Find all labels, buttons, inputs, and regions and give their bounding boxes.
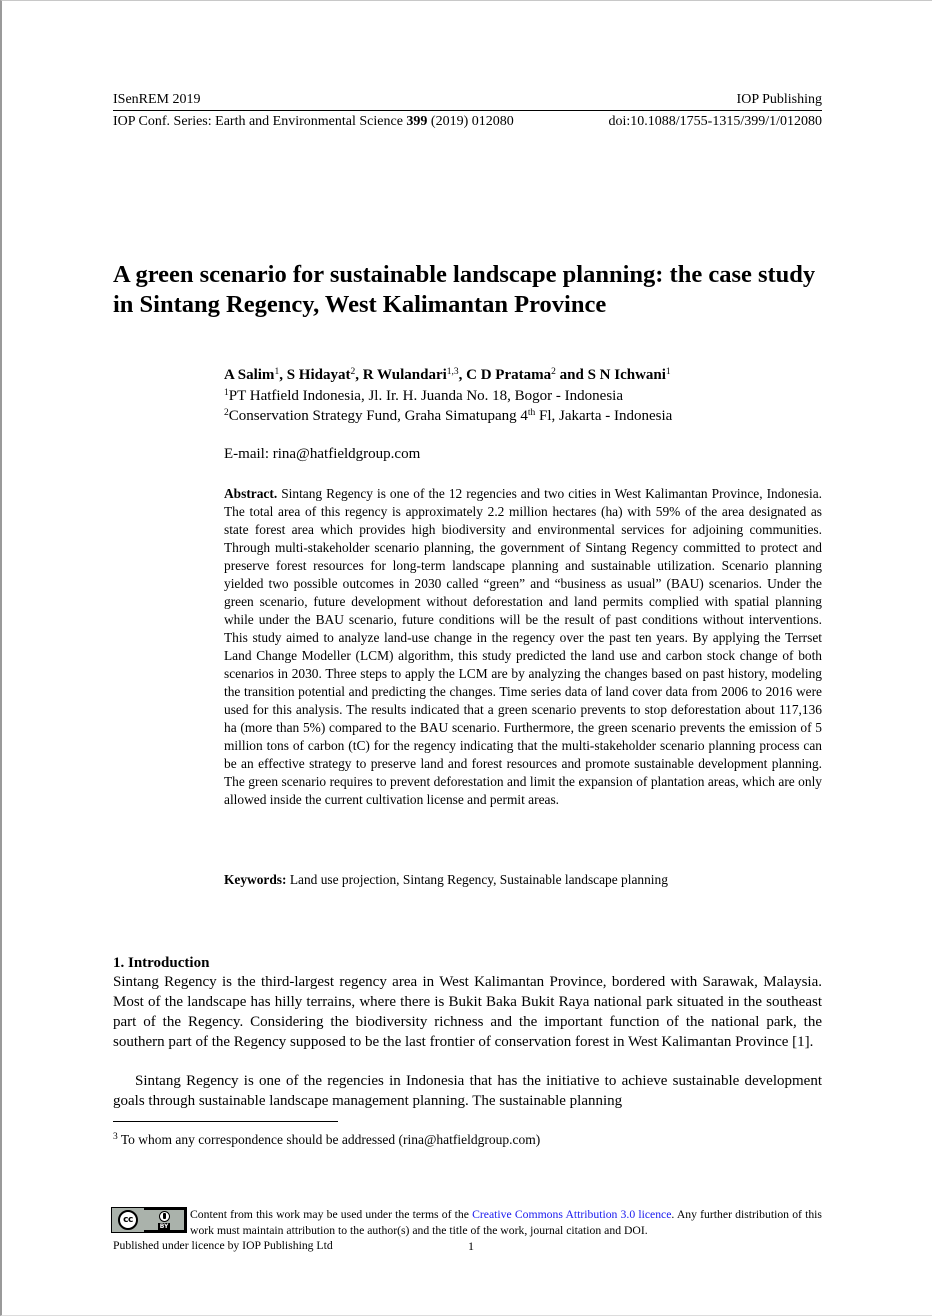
- series-suffix: (2019) 012080: [427, 114, 514, 129]
- page-number: 1: [468, 1239, 474, 1253]
- keywords-text: Land use projection, Sintang Regency, Sustainable landscape planning: [286, 872, 668, 887]
- by-icon: BY: [144, 1210, 184, 1230]
- license-notice: Content from this work may be used under the terms of the Creative Commons Attribution 3.0 licence. Any further distribution of this work must maintain attribution to the author(s) and the title of the work, journal citation and DOI.: [190, 1208, 822, 1237]
- affiliation-1: $^1$PT Hatfield Indonesia, Jl. Ir. H. Juanda No. 18, Bogor - Indonesia: [224, 388, 623, 404]
- series-volume: 399: [406, 114, 428, 129]
- author: S N Ichwani$^1$: [587, 367, 671, 383]
- paper-title: A green scenario for sustainable landscape planning: the case study in Sintang Regency, West Kalimantan Province: [113, 261, 816, 318]
- body-paragraph: Sintang Regency is the third-largest regency area in West Kalimantan Province, bordered with Sarawak, Malaysia. Most of the landscape has hilly terrains, where there is Bukit Baka Bukit Raya national park situated in the southeast part of the Regency. Considering the biodiversity richness and the important function of the national park, the southern part of the Regency supposed to be the last frontier of conservation forest in West Kalimantan Province [1].: [113, 974, 822, 1050]
- cc-icon: cc: [112, 1208, 144, 1232]
- author-list: [224, 366, 671, 385]
- corresponding-email: E-mail: rina@hatfieldgroup.com: [224, 446, 421, 462]
- author: R Wulandari$^{1,3}$,: [362, 367, 467, 383]
- license-link[interactable]: Creative Commons Attribution 3.0 licence: [472, 1208, 672, 1221]
- header-rule: [113, 110, 822, 111]
- section-heading: 1. Introduction: [113, 955, 210, 971]
- publisher-name: IOP Publishing: [736, 92, 822, 107]
- series-prefix: IOP Conf. Series: Earth and Environmental Science: [113, 114, 407, 129]
- keywords-label: Keywords:: [224, 872, 287, 887]
- cc-by-license-badge[interactable]: [111, 1207, 187, 1233]
- abstract-label: Abstract.: [224, 486, 278, 501]
- author: C D Pratama$^2$ and: [466, 367, 588, 383]
- body-paragraph: Sintang Regency is one of the regencies in Indonesia that has the initiative to achieve sustainable development goals through sustainable landscape management planning. The sustainable planning: [113, 1073, 822, 1109]
- affiliation-2: $^2$Conservation Strategy Fund, Graha Simatupang 4th Fl, Jakarta - Indonesia: [224, 408, 673, 424]
- author: A Salim$^1$,: [224, 367, 287, 383]
- footnote: $^3$ To whom any correspondence should be addressed (rina@hatfieldgroup.com): [113, 1132, 541, 1147]
- conference-name: ISenREM 2019: [113, 92, 201, 107]
- author: S Hidayat$^2$,: [286, 367, 363, 383]
- doi: doi:10.1088/1755-1315/399/1/012080: [608, 114, 822, 129]
- published-under-licence: Published under licence by IOP Publishing Ltd: [113, 1239, 333, 1252]
- abstract: [224, 485, 822, 809]
- keywords: [224, 871, 822, 889]
- series-info: [113, 113, 514, 130]
- footnote-rule: [113, 1121, 338, 1122]
- abstract-text: Sintang Regency is one of the 12 regencies and two cities in West Kalimantan Province, Indonesia. The total area of this regency is approximately 2.2 million hectares (ha) with 59% of the area designated as state forest area which provides high biodiversity and environmental services for adjoining communities. Through multi-stakeholder scenario planning, the government of Sintang Regency committed to protect and preserve forest resources for long-term landscape planning and sustainable utilization. Scenario planning yielded two possible outcomes in 2030 called “green” and “business as usual” (BAU) scenarios. Under the green scenario, future development without deforestation and land permits complied with spatial planning while under the BAU scenario, future conditions will be the result of past conditions without interventions. This study aimed to analyze land-use change in the regency over the past ten years. By applying the Terrset Land Change Modeller (LCM) algorithm, this study predicted the land use and carbon stock change of both scenarios in 2030. Three steps to apply the LCM are by analyzing the changes based on past history, modeling the transition potential and predicting the changes. Time series data of land cover data from 2006 to 2016 were used for this analysis. The results indicated that a green scenario prevents to stop deforestation about 117,136 ha (more than 5%) compared to the BAU scenario. Furthermore, the green scenario prevents the emission of 5 million tons of carbon (tC) for the regency indicating that the multi-stakeholder scenario planning process can be an effective strategy to preserve land and forest resources and promote sustainable development planning. The green scenario requires to prevent deforestation and limit the expansion of plantation areas, which are only allowed inside the current cultivation license and permit areas.: [224, 486, 822, 807]
